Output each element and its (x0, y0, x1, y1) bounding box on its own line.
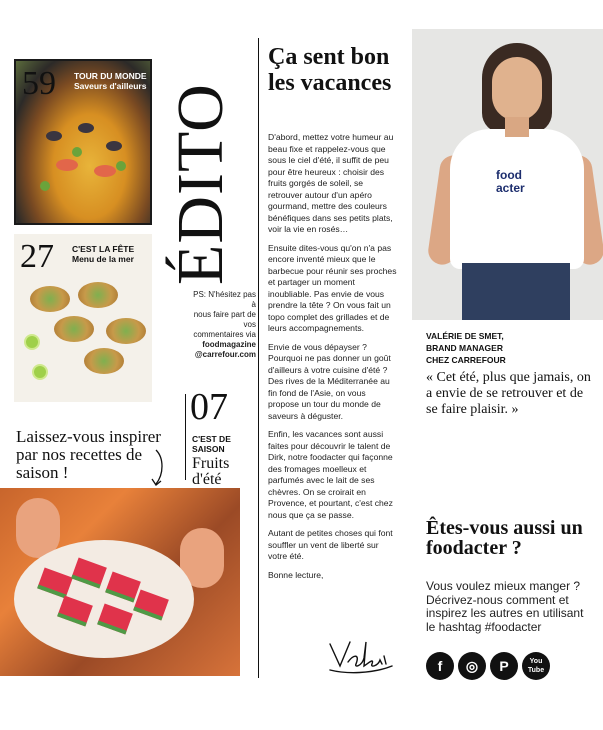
column-divider (258, 38, 259, 678)
ps-handle-domain[interactable]: @carrefour.com (194, 350, 256, 359)
thumbnail-page-number: 59 (22, 65, 56, 102)
recipes-teaser-text: Laissez-vous inspirer par nos recettes de saison ! (16, 427, 161, 482)
article-paragraph: Envie de vous dépayser ? Pourquoi ne pas donner un goût d'ailleurs à votre cuisine d'été ? Des rives de la Méditerranée au fin fond de l'Asie, on vous propose un tour du monde de saveurs à déguster. (268, 341, 391, 421)
thumbnail-title: TOUR DU MONDE Saveurs d'ailleurs (74, 71, 147, 91)
facebook-icon[interactable]: f (426, 652, 454, 680)
article-paragraph: Ensuite dites-vous qu'on n'a pas encore inventé mieux que le barbecue pour réunir ses proches et partager un moment inoubliable. Pas envie de vous prendre la tête ? On vous fait un topo complet des grillades et de leurs accompagnements. (268, 242, 397, 333)
author-credit: VALÉRIE DE SMET, BRAND MANAGER CHEZ CARREFOUR (426, 331, 506, 365)
article-title: Ça sent bon les vacances (268, 44, 392, 96)
portrait-photo (412, 29, 603, 320)
divider (185, 394, 186, 480)
instagram-icon[interactable]: ◎ (458, 652, 486, 680)
pinterest-icon[interactable]: P (490, 652, 518, 680)
ps-note: PS: N'hésitez pas à nous faire part de vos commentaires via foodmagazine @carrefour.com (193, 290, 256, 359)
thumbnail-title: C'EST LA FÊTE Menu de la mer (72, 244, 135, 264)
signature (326, 636, 396, 676)
edito-heading: ÉDITO (164, 83, 237, 285)
article-paragraph: D'abord, mettez votre humeur au beau fixe et rappelez-vous que sous le ciel d'été, il suffit de peu pour être heureux : choisir des fruits gorgés de soleil, se retrouver autour d'un apéro gourmand, mettre des couleurs bénéfiques dans ses petits plats, voir la vie en rosés… (268, 132, 394, 234)
author-quote: « Cet été, plus que jamais, on a envie de se retrouver et de se faire plaisir. » (426, 370, 591, 417)
article-paragraph: Enfin, les vacances sont aussi faites pour découvrir le talent de Dirk, notre foodacter qui façonne des fromages moelleux et parfumés avec le lait de ses chèvres. On se croirait en Provence, et pourtant, c'est chez nous que ça se passe. (268, 429, 393, 520)
foodacter-heading: Êtes-vous aussi un foodacter ? (426, 517, 583, 559)
saison-caption: C'EST DE SAISON (192, 434, 231, 454)
thumbnail-cest-la-fete[interactable] (14, 234, 152, 402)
thumbnail-tour-du-monde[interactable] (14, 59, 152, 225)
article-paragraph: Autant de petites choses qui font souffler un vent de liberté sur votre été. (268, 528, 393, 561)
saison-page-number: 07 (190, 386, 228, 428)
thumbnail-page-number: 27 (20, 238, 54, 275)
foodacter-text: Vous voulez mieux manger ? Décrivez-nous comment et inspirez les autres en utilisant le hashtag #foodacter (426, 579, 584, 634)
ps-handle[interactable]: foodmagazine (202, 340, 256, 349)
arrow-icon (150, 448, 170, 488)
watermelon-salad-photo (0, 488, 240, 676)
saison-title[interactable]: Fruits d'été (192, 455, 230, 488)
foodacter-logo: food acter (496, 168, 525, 195)
article-body (268, 132, 398, 588)
article-paragraph: Bonne lecture, (268, 569, 324, 580)
youtube-icon[interactable]: You Tube (522, 652, 550, 680)
